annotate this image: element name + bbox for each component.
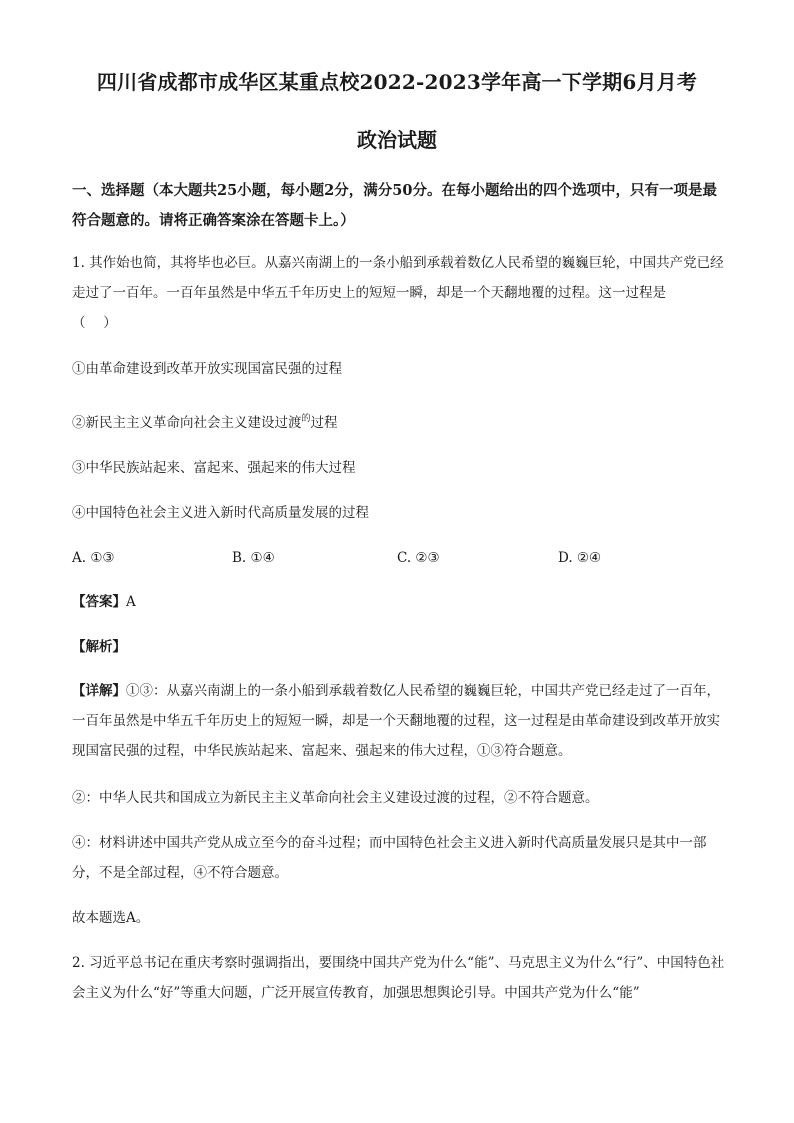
question-1-text: 1. 其作始也简，其将毕也必巨。从嘉兴南湖上的一条小船到承载着数亿人民希望的巍巍巨轮，中国共产党已经走过了一百年。一百年虽然是中华五千年历史上的短短一瞬，却是一个天翻地覆的过程。这一过程是 (72, 255, 724, 301)
detail-1-text: ①③：从嘉兴南湖上的一条小船到承载着数亿人民希望的巍巍巨轮，中国共产党已经走过了一百年，一百年虽然是中华五千年历史上的短短一瞬，却是一个天翻地覆的过程，这一过程是由革命建设到改革开放实现国富民强的过程，中华民族站起来、富起来、强起来的伟大过程，①③符合题意。 (72, 683, 720, 759)
question-1-stem (72, 248, 726, 338)
conclusion-line: 故本题选A。 (72, 910, 150, 926)
option-a: A. ①③ (72, 550, 115, 566)
analysis-tag: 【解析】 (72, 639, 126, 655)
answer-tag: 【答案】 (72, 594, 126, 610)
question-1-item-4: ④中国特色社会主义进入新时代高质量发展的过程 (72, 505, 369, 521)
analysis-line (72, 632, 726, 662)
answer-value: A (126, 594, 136, 610)
question-1-item-3: ③中华民族站起来、富起来、强起来的伟大过程 (72, 460, 356, 476)
answer-line (72, 587, 726, 617)
item-2-superscript: 的 (301, 414, 311, 424)
item-2-text: ②新民主主义革命向社会主义建设过渡 (72, 415, 302, 431)
option-c: C. ②③ (397, 550, 440, 566)
question-2-stem: 2. 习近平总书记在重庆考察时强调指出，要围绕中国共产党为什么“能”、马克思主义为什么“行”、中国特色社会主义为什么“好”等重大问题，广泛开展宣传教育，加强思想舆论引导。中国共产党为什么“能” (72, 955, 725, 1001)
detail-paragraph-2: ②：中华人民共和国成立为新民主主义革命向社会主义建设过渡的过程，②不符合题意。 (72, 790, 599, 806)
detail-paragraph-1 (72, 676, 726, 766)
section-heading: 一、选择题（本大题共25小题，每小题2分，满分50分。在每小题给出的四个选项中，只有一项是最符合题意的。请将正确答案涂在答题卡上。） (72, 182, 717, 229)
page-title: 四川省成都市成华区某重点校2022-2023学年高一下学期6月月考 (96, 70, 698, 94)
question-1-item-2 (72, 404, 726, 438)
page-subtitle: 政治试题 (357, 128, 437, 152)
question-1-item-1: ①由革命建设到改革开放实现国富民强的过程 (72, 361, 342, 377)
answer-bracket: （ ） (72, 315, 117, 331)
detail-paragraph-3: ④：材料讲述中国共产党从成立至今的奋斗过程；而中国特色社会主义进入新时代高质量发展只是其中一部分，不是全部过程，④不符合题意。 (72, 835, 707, 881)
option-b: B. ①④ (232, 550, 275, 566)
option-d: D. ②④ (558, 550, 602, 566)
question-1-options (72, 543, 726, 573)
detail-tag: 【详解】 (72, 683, 126, 699)
item-2-text-end: 过程 (310, 415, 338, 431)
